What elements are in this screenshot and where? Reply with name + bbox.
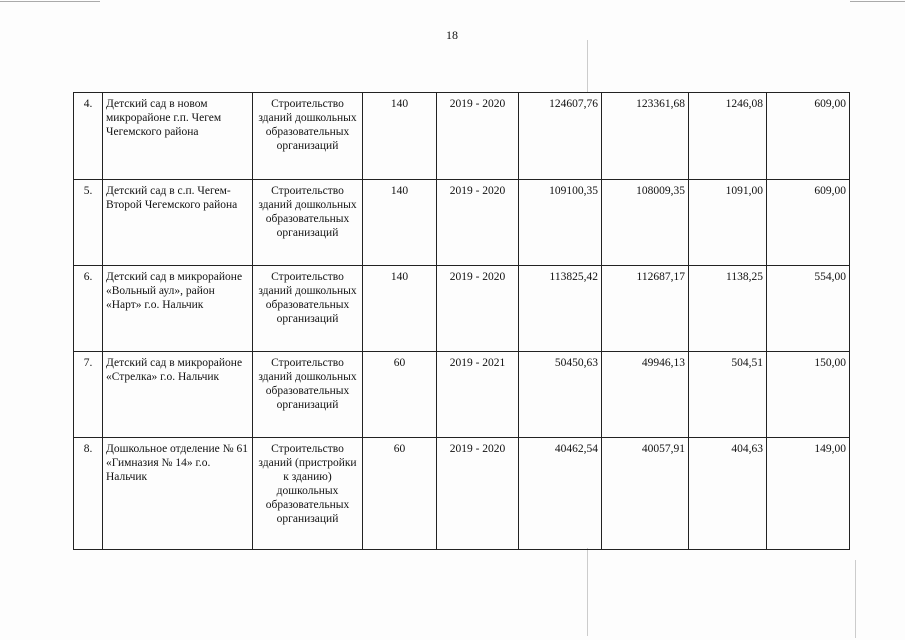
extra-cost-cell: 609,00	[767, 93, 850, 180]
scan-artifact-vertical-1	[587, 40, 588, 92]
federal-cost-cell: 49946,13	[602, 352, 689, 438]
capacity-cell: 140	[363, 93, 437, 180]
regional-cost-cell: 1138,25	[689, 266, 767, 352]
period-cell: 2019 - 2021	[437, 352, 519, 438]
row-number: 6.	[74, 266, 103, 352]
total-cost-cell: 109100,35	[519, 180, 602, 266]
row-number: 4.	[74, 93, 103, 180]
period-cell: 2019 - 2020	[437, 266, 519, 352]
extra-cost-cell: 554,00	[767, 266, 850, 352]
table-row	[74, 266, 850, 352]
capacity-cell: 140	[363, 180, 437, 266]
capacity-cell: 60	[363, 438, 437, 550]
scan-artifact-top-left	[0, 1, 100, 2]
total-cost-cell: 50450,63	[519, 352, 602, 438]
extra-cost-cell: 609,00	[767, 180, 850, 266]
federal-cost-cell: 112687,17	[602, 266, 689, 352]
federal-cost-cell: 123361,68	[602, 93, 689, 180]
total-cost-cell: 113825,42	[519, 266, 602, 352]
extra-cost-cell: 149,00	[767, 438, 850, 550]
row-number: 5.	[74, 180, 103, 266]
scan-artifact-vertical-3	[855, 560, 856, 638]
regional-cost-cell: 404,63	[689, 438, 767, 550]
funding-table	[73, 92, 850, 550]
regional-cost-cell: 1091,00	[689, 180, 767, 266]
work-type: Строительство зданий дошкольных образовательных организаций	[253, 266, 363, 352]
object-name: Дошкольное отделение № 61 «Гимназия № 14» г.о. Нальчик	[103, 438, 253, 550]
scan-artifact-vertical-2	[587, 548, 588, 636]
object-name: Детский сад в с.п. Чегем-Второй Чегемского района	[103, 180, 253, 266]
work-type: Строительство зданий дошкольных образовательных организаций	[253, 180, 363, 266]
total-cost-cell: 40462,54	[519, 438, 602, 550]
capacity-cell: 60	[363, 352, 437, 438]
table-row	[74, 93, 850, 180]
work-type: Строительство зданий дошкольных образовательных организаций	[253, 352, 363, 438]
page-number: 18	[446, 28, 458, 42]
row-number: 7.	[74, 352, 103, 438]
extra-cost-cell: 150,00	[767, 352, 850, 438]
period-cell: 2019 - 2020	[437, 93, 519, 180]
period-cell: 2019 - 2020	[437, 438, 519, 550]
federal-cost-cell: 40057,91	[602, 438, 689, 550]
table-row	[74, 438, 850, 550]
regional-cost-cell: 1246,08	[689, 93, 767, 180]
object-name: Детский сад в новом микрорайоне г.п. Чегем Чегемского района	[103, 93, 253, 180]
table-row	[74, 180, 850, 266]
capacity-cell: 140	[363, 266, 437, 352]
work-type: Строительство зданий дошкольных образовательных организаций	[253, 93, 363, 180]
federal-cost-cell: 108009,35	[602, 180, 689, 266]
regional-cost-cell: 504,51	[689, 352, 767, 438]
scan-artifact-top-right	[850, 1, 905, 2]
total-cost-cell: 124607,76	[519, 93, 602, 180]
object-name: Детский сад в микрорайоне «Вольный аул», район «Нарт» г.о. Нальчик	[103, 266, 253, 352]
work-type: Строительство зданий (пристройки к зданию) дошкольных образовательных организаций	[253, 438, 363, 550]
object-name: Детский сад в микрорайоне «Стрелка» г.о. Нальчик	[103, 352, 253, 438]
period-cell: 2019 - 2020	[437, 180, 519, 266]
row-number: 8.	[74, 438, 103, 550]
table-row	[74, 352, 850, 438]
